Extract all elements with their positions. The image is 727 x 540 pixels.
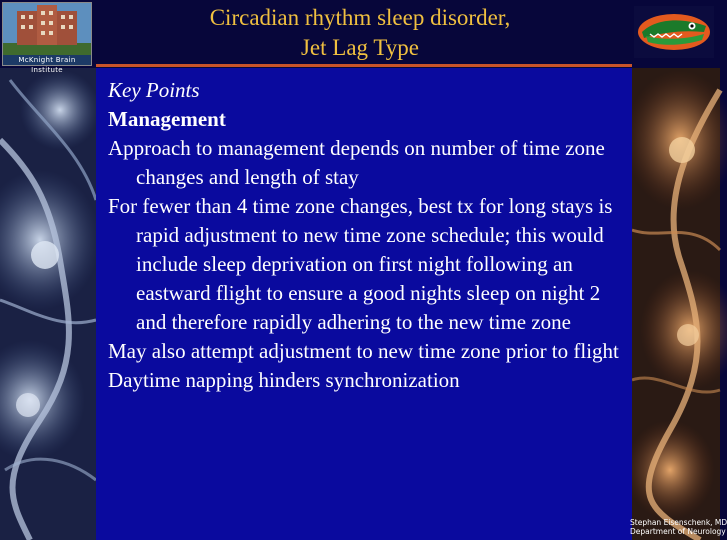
body-paragraph: For fewer than 4 time zone changes, best tx for long stays is rapid adjustment to new time zone schedule; this would include sleep deprivation on first night following an eastward flight to ensure a good nights sleep on night 2 and therefore rapidly adhering to the new time zone	[108, 194, 613, 334]
body-paragraph: Daytime napping hinders synchronization	[108, 368, 460, 392]
institute-logo	[2, 2, 92, 74]
credit-department: Department of Neurology	[630, 527, 726, 536]
university-logo	[634, 6, 714, 58]
institute-logo-caption: McKnight Brain Institute	[3, 55, 91, 65]
body-paragraph: May also attempt adjustment to new time zone prior to flight	[108, 339, 619, 363]
gator-head-logo-icon	[634, 6, 714, 58]
title-line-2: Jet Lag Type	[300, 35, 420, 60]
management-heading: Management	[108, 107, 226, 131]
title-line-1: Circadian rhythm sleep disorder,	[209, 5, 511, 30]
credit-name: Stephan Eisenschenk, MD	[630, 518, 727, 527]
header-divider	[96, 64, 632, 67]
author-credit	[630, 518, 727, 536]
slide-body	[108, 76, 626, 395]
body-paragraph: Approach to management depends on number of time zone changes and length of stay	[108, 136, 605, 189]
building-photo-icon	[3, 3, 91, 55]
slide-title	[110, 3, 610, 63]
key-points-heading: Key Points	[108, 78, 200, 102]
